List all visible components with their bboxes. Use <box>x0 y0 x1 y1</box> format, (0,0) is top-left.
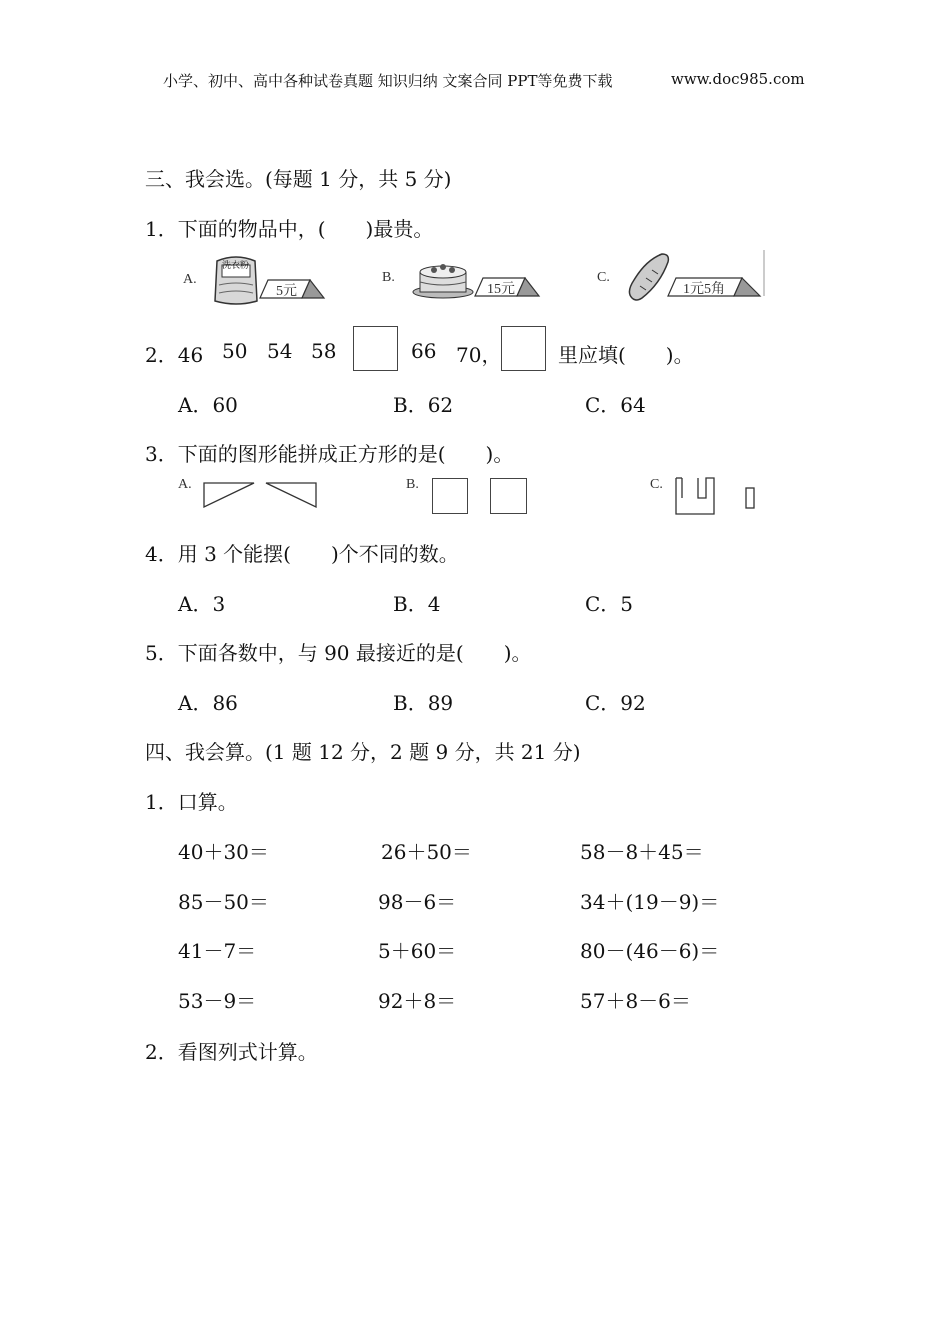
q2-option-a[interactable]: A．60 <box>178 393 238 417</box>
q1-option-a-letter: A. <box>183 272 197 287</box>
section4-q1-title: 1．口算。 <box>145 790 238 814</box>
q2-seq-70: 70， <box>456 343 502 367</box>
q5-text: 5．下面各数中，与 90 最接近的是( )。 <box>145 641 532 665</box>
calc-2-1: 85－50＝ <box>178 890 269 914</box>
q3-label-b: B. <box>406 477 419 492</box>
detergent-label: 洗衣粉 <box>222 260 250 270</box>
q3-notched-shape <box>674 476 756 516</box>
q1-price-b: 15元 <box>487 282 515 297</box>
calc-4-2: 92＋8＝ <box>378 989 457 1013</box>
section4-q2-title: 2．看图列式计算。 <box>145 1040 318 1064</box>
section3-title: 三、我会选。(每题 1 分，共 5 分) <box>145 167 452 191</box>
q2-blank-box[interactable] <box>353 326 398 371</box>
q3-label-c: C. <box>650 477 663 492</box>
q3-square-1 <box>432 478 468 514</box>
q5-option-a[interactable]: A．86 <box>178 691 238 715</box>
q5-option-b[interactable]: B．89 <box>393 691 454 715</box>
q2-seq-66: 66 <box>411 339 437 363</box>
q3-label-a: A. <box>178 477 192 492</box>
q4-option-b[interactable]: B．4 <box>393 592 441 616</box>
calc-4-3: 57＋8－6＝ <box>580 989 691 1013</box>
q2-seq-50: 50 <box>222 339 248 363</box>
calc-1-2: 26＋50＝ <box>381 840 472 864</box>
calc-2-2: 98－6＝ <box>378 890 457 914</box>
q1-price-c: 1元5角 <box>683 282 725 297</box>
q5-option-c[interactable]: C．92 <box>585 691 646 715</box>
calc-4-1: 53－9＝ <box>178 989 257 1013</box>
calc-3-3: 80－(46－6)＝ <box>580 939 720 963</box>
q2-seq-54: 54 <box>267 339 293 363</box>
q2-start: 2．46 <box>145 343 204 367</box>
q1-price-a: 5元 <box>276 284 297 299</box>
divider-line <box>763 250 765 296</box>
calc-2-3: 34＋(19－9)＝ <box>580 890 720 914</box>
q4-option-a[interactable]: A．3 <box>178 592 226 616</box>
q4-text: 4．用 3 个能摆( )个不同的数。 <box>145 542 459 566</box>
q2-option-b[interactable]: B．62 <box>393 393 454 417</box>
q1-text: 1．下面的物品中，( )最贵。 <box>145 217 434 241</box>
q2-option-c[interactable]: C．64 <box>585 393 646 417</box>
q2-reference-box <box>501 326 546 371</box>
header-url: www.doc985.com <box>671 70 805 88</box>
q3-text: 3．下面的图形能拼成正方形的是( )。 <box>145 442 514 466</box>
q2-seq-58: 58 <box>311 339 337 363</box>
cake-icon <box>412 258 474 300</box>
q3-square-2 <box>490 478 527 514</box>
q1-option-b-letter: B. <box>382 270 395 285</box>
q4-option-c[interactable]: C．5 <box>585 592 634 616</box>
bread-icon <box>626 252 670 302</box>
calc-3-1: 41－7＝ <box>178 939 257 963</box>
calc-1-3: 58－8＋45＝ <box>580 840 704 864</box>
q2-tail: 里应填( )。 <box>558 343 694 367</box>
section4-title: 四、我会算。(1 题 12 分，2 题 9 分，共 21 分) <box>145 740 581 764</box>
calc-1-1: 40＋30＝ <box>178 840 269 864</box>
calc-3-2: 5＋60＝ <box>378 939 457 963</box>
q3-triangles-shape <box>202 481 318 511</box>
header-banner: 小学、初中、高中各种试卷真题 知识归纳 文案合同 PPT等免费下载 <box>163 72 613 90</box>
q1-option-c-letter: C. <box>597 270 610 285</box>
